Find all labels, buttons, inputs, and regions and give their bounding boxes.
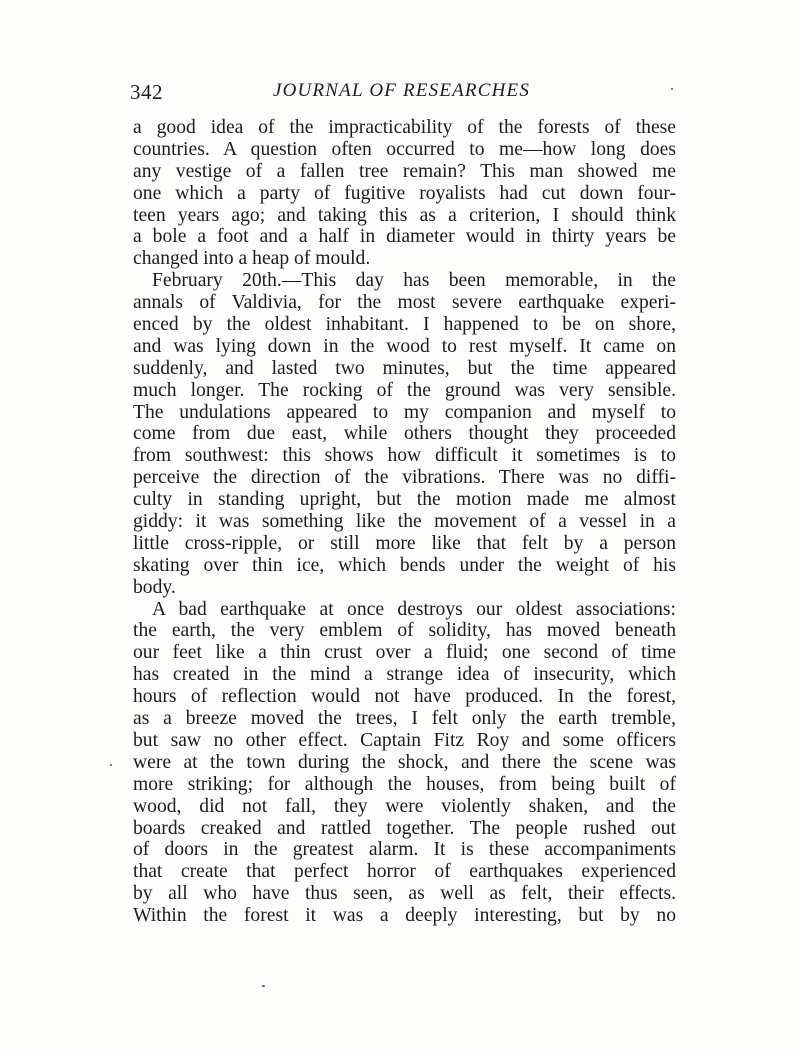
print-speck [671, 88, 673, 90]
text-line: body. [133, 576, 176, 598]
text-line: one which a party of fugitive royalists had cut down four- [133, 182, 676, 204]
text-line: the earth, the very emblem of solidity, has moved beneath [133, 620, 676, 642]
text-line: as a breeze moved the trees, I felt only the earth tremble, [133, 708, 676, 730]
text-line: Within the forest it was a deeply interesting, but by no [133, 905, 676, 927]
text-line: giddy: it was something like the movement of a vessel in a [133, 511, 676, 533]
text-line: wood, did not fall, they were violently shaken, and the [133, 795, 676, 817]
text-line: hours of reflection would not have produced. In the forest, [133, 686, 676, 708]
text-line: any vestige of a fallen tree remain? This man showed me [133, 160, 676, 182]
text-line: of doors in the greatest alarm. It is these accompaniments [133, 839, 676, 861]
text-line: little cross-ripple, or still more like that felt by a person [133, 532, 676, 554]
text-line: boards creaked and rattled together. The people rushed out [133, 817, 676, 839]
text-line: come from due east, while others thought they proceeded [133, 423, 676, 445]
text-line: changed into a heap of mould. [133, 248, 371, 270]
text-line: were at the town during the shock, and there the scene was [133, 751, 676, 773]
print-speck [262, 985, 265, 987]
page-header [130, 80, 682, 110]
running-head: JOURNAL OF RESEARCHES [273, 80, 531, 101]
text-line: much longer. The rocking of the ground was very sensible. [133, 379, 676, 401]
text-line: enced by the oldest inhabitant. I happened to be on shore, [133, 314, 676, 336]
text-line: more striking; for although the houses, from being built of [133, 773, 676, 795]
text-line: by all who have thus seen, as well as felt, their effects. [133, 883, 676, 905]
text-line: that create that perfect horror of earthquakes experienced [133, 861, 676, 883]
text-line: from southwest: this shows how difficult it sometimes is to [133, 445, 676, 467]
text-line: a bole a foot and a half in diameter would in thirty years be [133, 226, 676, 248]
text-line: perceive the direction of the vibrations. There was no diffi- [133, 467, 676, 489]
text-line: annals of Valdivia, for the most severe earthquake experi- [133, 292, 676, 314]
text-line: February 20th.—This day has been memorable, in the [152, 270, 676, 292]
text-line: but saw no other effect. Captain Fitz Roy and some officers [133, 729, 676, 751]
text-line: suddenly, and lasted two minutes, but the time appeared [133, 357, 676, 379]
text-line: has created in the mind a strange idea of insecurity, which [133, 664, 676, 686]
print-speck [110, 764, 112, 766]
text-line: and was lying down in the wood to rest myself. It came on [133, 335, 676, 357]
text-line: countries. A question often occurred to me—how long does [133, 138, 676, 160]
body-text [133, 117, 676, 927]
text-line: A bad earthquake at once destroys our oldest associations: [152, 598, 676, 620]
text-line: The undulations appeared to my companion and myself to [133, 401, 676, 423]
text-line: a good idea of the impracticability of the forests of these [133, 117, 676, 138]
page-number: 342 [130, 80, 163, 104]
text-line: skating over thin ice, which bends under the weight of his [133, 554, 676, 576]
text-line: culty in standing upright, but the motion made me almost [133, 489, 676, 511]
text-line: our feet like a thin crust over a fluid; one second of time [133, 642, 676, 664]
text-line: teen years ago; and taking this as a criterion, I should think [133, 204, 676, 226]
